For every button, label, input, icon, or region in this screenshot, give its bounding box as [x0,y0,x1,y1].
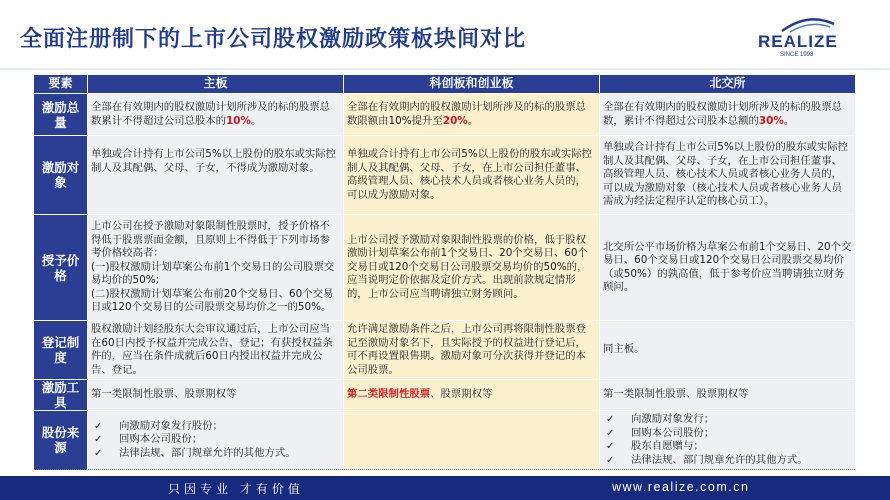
cell-tools-main: 第一类限制性股票、股票期权等 [88,380,344,411]
text: 全部在有效期内的股权激励计划所涉及的标的股票总数限额由10%提升至 [347,101,586,127]
row-label-tools: 激励工具 [34,380,88,411]
cell-price-bse: 北交所公平市场价格为草案公布前1个交易日、20个交易日、60个交易日或120个交易日公司股票交易均价（或50%）的孰高值，低于参考价应当聘请独立财务顾问。 [600,215,856,321]
list-item: ✓ 法律法规、部门规章允许的其他方式。 [91,447,340,461]
text: 。 [783,114,795,127]
text: 。 [467,114,479,127]
cell-scale-main [88,94,344,136]
cell-tools-star [344,380,600,411]
footer-website-link[interactable]: www.realize.com.cn [612,480,750,494]
cell-tools-bse: 第一类限制性股票、股票期权等 [600,380,856,411]
row-tools [34,380,856,411]
header-element: 要素 [34,75,88,94]
footer-slogan: 只因专业 才有价值 [168,482,304,496]
cell-registration-main: 股权激励计划经股东大会审议通过后，上市公司应当在60日内授予权益并完成公告、登记；有获授权益条件的，应当在条件成就后60日内授出权益并完成公告、登记。 [88,321,344,380]
cell-registration-star: 允许满足激励条件之后，上市公司再将限制性股票登记至激励对象名下，且实际授予的权益进行登记后，可不再设置限售期。激励对象可分次获得并登记的本公司股票。 [344,321,600,380]
row-label-scale: 激励总量 [34,94,88,136]
text: 。 [250,114,262,127]
page-title: 全面注册制下的上市公司股权激励政策板块间对比 [20,27,527,52]
row-label-target: 激励对象 [34,136,88,215]
row-label-price: 授予价格 [34,215,88,321]
list-item: ✓ 回购本公司股份； [91,433,340,447]
cell-scale-bse [600,94,856,136]
list-item: ✓ 股东自愿赠与； [603,440,852,454]
row-registration [34,321,856,380]
row-target [34,136,856,215]
row-label-registration: 登记制度 [34,321,88,380]
comparison-table [33,74,856,470]
row-scale [34,94,856,136]
row-label-source: 股份来源 [34,411,88,470]
limit-value: 10% [226,114,251,127]
cell-target-bse: 单独或合计持有上市公司5%以上股份的股东或实际控制人及其配偶、父母、子女，在上市公司担任董事、高级管理人员、核心技术人员或者核心业务人员的，可以成为激励对象（核心技术人员或者核心业务人员需成为经法定程序认定的核心员工）。 [600,136,856,215]
list-item: ✓ 向激励对象发行； [603,413,852,427]
cell-target-star: 单独或合计持有上市公司5%以上股份的股东或实际控制人及其配偶、父母、子女，在上市公司担任董事、高级管理人员、核心技术人员或者核心业务人员的，可以成为激励对象。 [344,136,600,215]
text: 全部在有效期内的股权激励计划所涉及的标的股票总数累计不得超过公司总股本的 [91,101,330,127]
header-main-board: 主板 [88,75,344,94]
source-list-bse [603,413,852,467]
table-header-row [34,75,856,94]
logo-since: SINCE 1998 [780,52,814,58]
list-item: ✓ 向激励对象发行股份； [91,420,340,434]
limit-value: 20% [442,114,468,127]
cell-source-star [344,411,600,470]
cell-price-main [88,215,344,321]
price-rule-item-2: (二)股权激励计划草案公布前20个交易日、60个交易日或120个交易日的公司股票交易均价之一的50%。 [91,287,334,314]
row-price [34,215,856,321]
title-divider [0,68,890,70]
cell-price-star: 上市公司授予激励对象限制性股票的价格，低于股权激励计划草案公布前1个交易日、20个交易日、60个交易日或120个交易日公司股票交易均价的50%的，应当说明定价依据及定价方式。出现前款规定情形的，上市公司应当聘请独立财务顾问。 [344,215,600,321]
logo-word: REALIZE [758,32,838,51]
limit-value: 30% [758,114,784,127]
price-rule-item-1: (一)股权激励计划草案公布前1个交易日的公司股票交易均价的50%; [91,260,335,287]
list-item: ✓ 法律法规、部门规章允许的其他方式。 [603,454,852,468]
cell-scale-star [344,94,600,136]
header-bse: 北交所 [600,75,856,94]
realize-logo [758,18,858,68]
text: 、股票期权等 [430,388,493,401]
source-list-main [91,420,340,461]
header-star-chinext: 科创板和创业板 [344,75,600,94]
highlight-text: 第二类限制性股票 [347,388,431,401]
text: 全部在有效期内的股权激励计划所涉及的标的股票总数，累计不得超过公司股本总额的 [603,101,842,127]
cell-target-main: 单独或合计持有上市公司5%以上股份的股东或实际控制人及其配偶、父母、子女，不得成为激励对象。 [88,136,344,215]
cell-source-main [88,411,344,470]
cell-source-bse [600,411,856,470]
footer-bar [0,476,890,500]
price-rule-text: 上市公司在授予激励对象限制性股票时，授予价格不得低于股票票面金额，且原则上不得低于下列市场参考价格较高者： [91,220,330,260]
cell-registration-bse: 同主板。 [600,321,856,380]
row-source [34,411,856,470]
list-item: ✓ 回购本公司股份； [603,427,852,441]
